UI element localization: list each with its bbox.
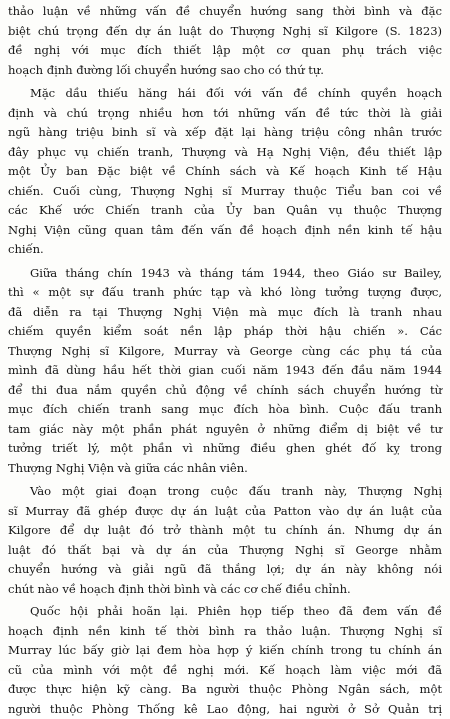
- text-line: chút nào về hoạch định thời bình và các cơ chế điều chỉnh.: [8, 580, 442, 600]
- text-line: chiến.: [8, 240, 442, 260]
- text-line: mục đích chiến tranh sang mục đích hòa bình. Cuộc đấu tranh: [8, 400, 442, 420]
- text-line: đã diễn ra tại Thượng Nghị Viện mà mục đích là tranh nhau: [8, 303, 442, 323]
- text-line: thì « một sự đấu tranh phức tạp và khó lòng tưởng tượng được,: [8, 283, 442, 303]
- text-line: để thi đua nắm quyền chủ động về chính sách chuyển hướng từ: [8, 381, 442, 401]
- paragraph-5: [8, 602, 442, 719]
- text-line: sĩ Murray đã ghép được dự án luật của Patton vào dự án luật của: [8, 502, 442, 522]
- text-line: Thượng Nghị sĩ Kilgore, Murray và George cùng các phụ tá của: [8, 342, 442, 362]
- text-line: hoạch định nền kinh tế thời bình ra thảo luận. Thượng Nghị sĩ: [8, 622, 442, 642]
- text-line: Vào một giai đoạn trong cuộc đấu tranh này, Thượng Nghị: [8, 482, 442, 502]
- text-line: Nghị Viện cũng quan tâm đến vấn đề hoạch định nền kinh tế hậu: [8, 221, 442, 241]
- paragraph-1: [8, 2, 442, 80]
- text-line: đề nghị với mục đích thiết lập một cơ quan phụ trách việc: [8, 41, 442, 61]
- text-line: mình đã dùng hầu hết thời gian cuối năm 1943 đến đầu năm 1944: [8, 361, 442, 381]
- paragraph-2: [8, 84, 442, 260]
- text-line: các Khế ước Chiến tranh của Ủy ban Quân vụ thuộc Thượng: [8, 201, 442, 221]
- text-line: chuyển hướng và giải ngũ đã thắng lợi; dự án này không nói: [8, 560, 442, 580]
- paragraph-4: [8, 482, 442, 599]
- text-line: Kilgore để dự luật đó trở thành một tu chính án. Nhưng dự án: [8, 521, 442, 541]
- text-line: Quốc hội phải hoãn lại. Phiên họp tiếp theo đã đem vấn đề: [8, 602, 442, 622]
- text-line: một Ủy ban Đặc biệt về Chính sách và Kế hoạch Kinh tế Hậu: [8, 162, 442, 182]
- text-line: chiến. Cuối cùng, Thượng Nghị sĩ Murray thuộc Tiểu ban coi về: [8, 182, 442, 202]
- text-line: thảo luận về những vấn đề chuyển hướng sang thời bình và đặc: [8, 2, 442, 22]
- text-line: chiếm quyền kiểm soát nền lập pháp thời hậu chiến ». Các: [8, 322, 442, 342]
- text-line: cũ của mình với một đề nghị mới. Kế hoạch làm việc mới đã: [8, 661, 442, 681]
- text-line: đây phục vụ chiến tranh, Thượng và Hạ Nghị Viện, đều thiết lập: [8, 143, 442, 163]
- text-line: hoạch định đường lối chuyển hướng sao cho có thứ tự.: [8, 61, 442, 81]
- text-line: tam giác này một phần phát nguyên ở những điểm dị biệt về tư: [8, 420, 442, 440]
- text-line: định và chú trọng nhiều hơn tới những vấn đề tức thời là giải: [8, 104, 442, 124]
- text-line: người thuộc Phòng Thống kê Lao động, hai người ở Sở Quản trị: [8, 700, 442, 719]
- text-line: ngũ hàng triệu binh sĩ và xếp đặt lại hàng triệu công nhân trước: [8, 123, 442, 143]
- text-line: Mặc dầu thiếu hăng hái đối với vấn đề chính quyền hoạch: [8, 84, 442, 104]
- paragraph-3: [8, 264, 442, 479]
- body-text: [8, 2, 442, 719]
- text-line: tưởng triết lý, một phần vì những điều ghen ghét đố kỵ trong: [8, 439, 442, 459]
- text-line: được thực hiện kỹ càng. Ba người thuộc Phòng Ngân sách, một: [8, 680, 442, 700]
- text-line: Murray lúc bấy giờ lại đem hòa hợp ý kiến chính trong tu chính án: [8, 641, 442, 661]
- text-line: Giữa tháng chín 1943 và tháng tám 1944, theo Giáo sư Bailey,: [8, 264, 442, 284]
- text-line: Thượng Nghị Viện và giữa các nhân viên.: [8, 459, 442, 479]
- text-line: luật đó thất bại và dự án của Thượng Nghị sĩ George nhằm: [8, 541, 442, 561]
- text-line: biệt chú trọng đến dự án luật do Thượng Nghị sĩ Kilgore (S. 1823): [8, 22, 442, 42]
